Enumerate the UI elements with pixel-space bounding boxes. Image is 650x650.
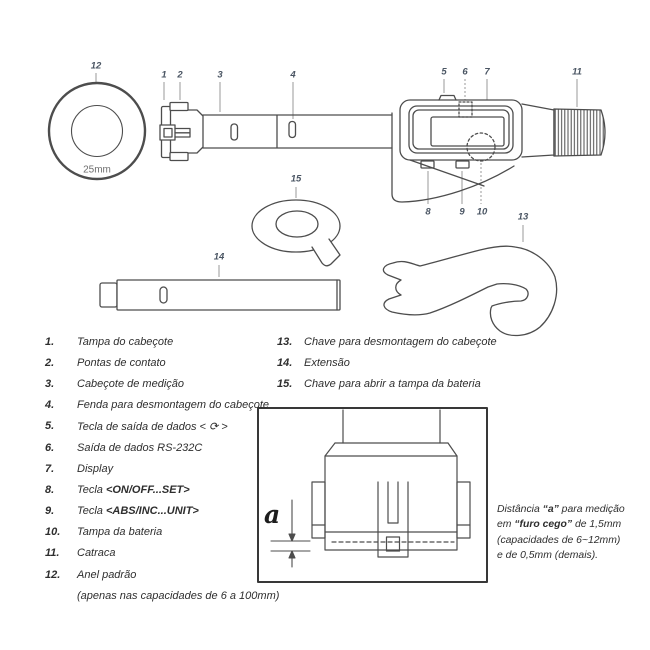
legend-num: 3. (45, 377, 55, 390)
legend-num: 4. (45, 399, 55, 412)
note-line: Distância “a” para medição (497, 504, 625, 515)
data-output-button (439, 96, 456, 101)
legend-item (45, 458, 279, 479)
callout-15: 15 (290, 173, 302, 185)
legend-text: Tecla <ON/OFF...SET> (77, 483, 190, 496)
extension-rod (100, 280, 340, 310)
legend-text: Fenda para desmontagem do cabeçote (77, 399, 270, 412)
legend-item (45, 501, 279, 522)
legend-item (45, 395, 279, 416)
legend-right-column (277, 331, 497, 395)
head-removal-slot (289, 122, 296, 138)
legend-text: Tecla <ABS/INC...UNIT> (77, 505, 199, 518)
legend-num: 2. (45, 356, 55, 369)
legend-num: 10. (45, 526, 61, 539)
callout-3: 3 (217, 69, 223, 81)
note-line: em “furo cego” de 1,5mm (497, 519, 622, 531)
callout-2: 2 (177, 69, 183, 81)
legend-num: 6. (45, 441, 55, 454)
note-line: e de 0,5mm (demais). (497, 550, 599, 562)
callout-9: 9 (459, 206, 465, 218)
legend-text: Chave para abrir a tampa da bateria (304, 377, 481, 390)
legend-text: Extensão (304, 356, 350, 369)
legend-num: 15. (277, 377, 293, 390)
inset-drawing (258, 408, 487, 582)
legend-text: Tampa da bateria (77, 526, 163, 539)
legend-text: Pontas de contato (77, 356, 166, 369)
tube-slot (231, 124, 238, 140)
callout-7: 7 (484, 66, 490, 78)
legend-item (277, 352, 497, 373)
ring-size-label: 25mm (83, 164, 111, 176)
legend-num: 11. (45, 547, 60, 560)
battery-cover-spanner (252, 200, 340, 266)
legend-num: 7. (45, 462, 55, 475)
legend-num: 1. (45, 335, 55, 348)
callout-14: 14 (213, 251, 225, 263)
abs-inc-unit-button (456, 161, 469, 168)
legend-num: 5. (45, 420, 55, 433)
callout-10: 10 (476, 206, 488, 218)
legend-item (45, 522, 279, 543)
legend-text: Anel padrão (77, 568, 137, 581)
legend-item (45, 479, 279, 500)
legend-item (45, 331, 279, 352)
legend-item (45, 543, 279, 564)
legend-item (277, 331, 497, 352)
legend-text: Chave para desmontagem do cabeçote (304, 335, 497, 348)
display-housing (392, 96, 605, 203)
callout-13: 13 (517, 211, 529, 223)
measuring-head (160, 103, 203, 161)
thimble-transition (522, 104, 554, 157)
legend-item (45, 373, 279, 394)
legend-item (45, 352, 279, 373)
legend-item (45, 437, 279, 458)
legend-num: 9. (45, 505, 55, 518)
note-line: (capacidades de 6~12mm) (497, 534, 621, 546)
legend-item (45, 416, 279, 437)
callout-4: 4 (290, 69, 296, 81)
legend-item-note (45, 585, 279, 606)
legend-text: Display (77, 462, 114, 475)
blind-hole-note (497, 502, 649, 564)
head-removal-wrench (383, 246, 556, 335)
callout-5: 5 (441, 66, 447, 78)
legend-item (45, 564, 279, 585)
legend-num: 14. (277, 356, 293, 369)
callout-6: 6 (462, 66, 468, 78)
legend-text: Saída de dados RS-232C (77, 441, 203, 454)
legend-text: Tampa do cabeçote (77, 335, 174, 348)
callout-8: 8 (425, 206, 431, 218)
legend-num: 12. (45, 568, 61, 581)
callout-12: 12 (90, 60, 102, 72)
legend-num: 8. (45, 483, 55, 496)
legend-num: 13. (277, 335, 293, 348)
callout-1: 1 (161, 69, 167, 81)
legend-text: Cabeçote de medição (77, 377, 185, 390)
legend-text: Tecla de saída de dados < ⟳ > (77, 420, 228, 433)
legend-left-column (45, 331, 279, 606)
callout-11: 11 (572, 66, 582, 78)
ratchet (554, 109, 605, 156)
measuring-tube (203, 115, 392, 148)
legend-text: Catraca (77, 547, 116, 560)
legend-item (277, 373, 497, 394)
legend-text: (apenas nas capacidades de 6 a 100mm) (77, 589, 280, 602)
dimension-a-label: a (264, 500, 281, 529)
